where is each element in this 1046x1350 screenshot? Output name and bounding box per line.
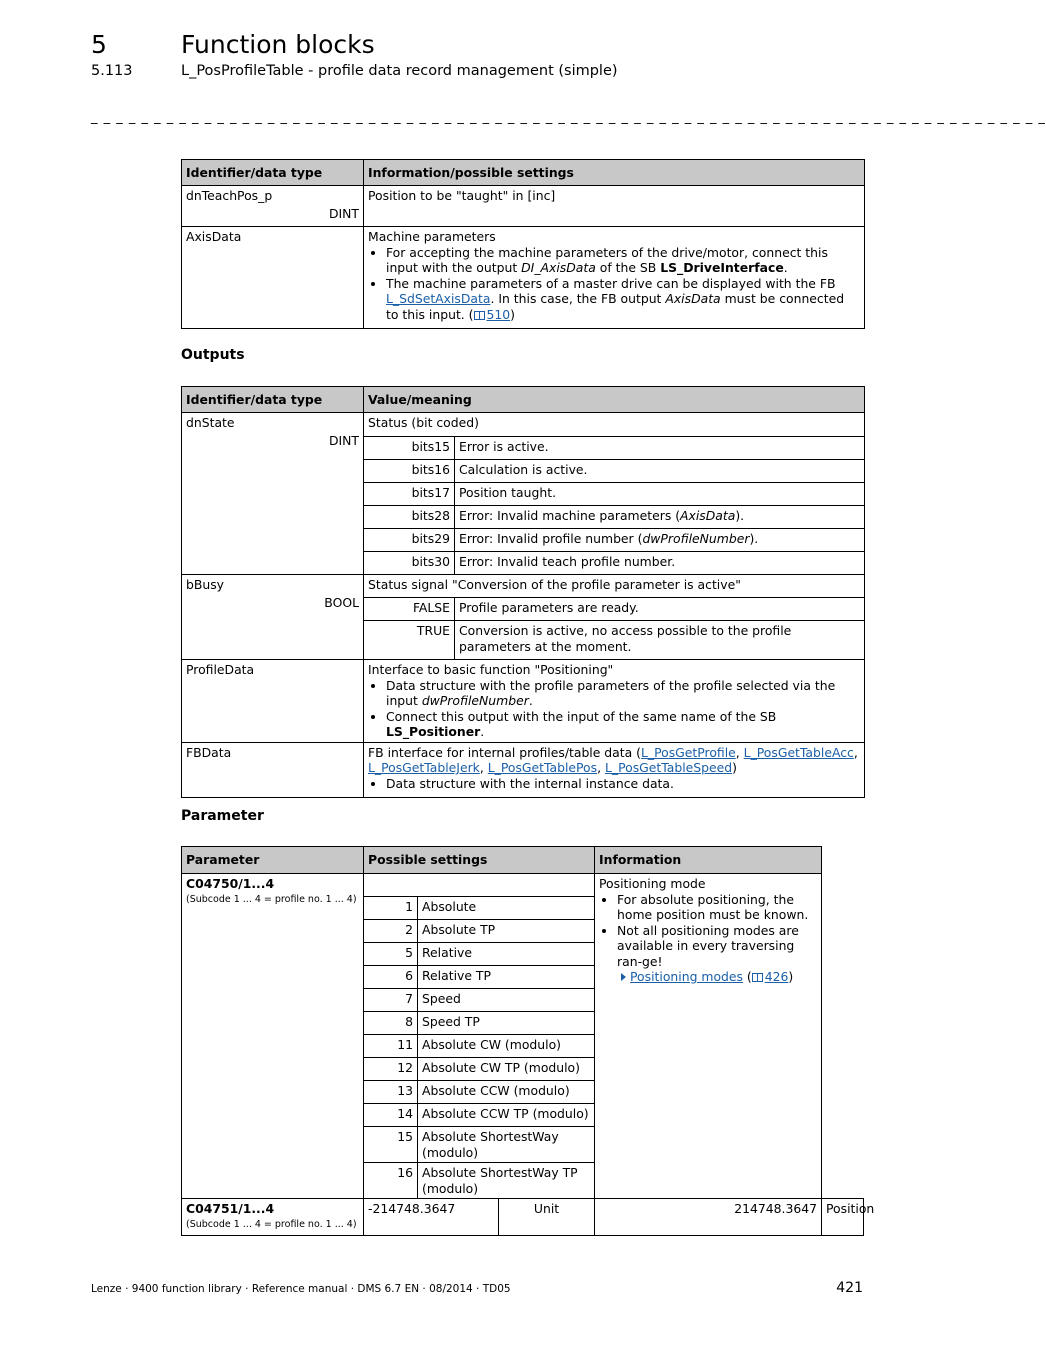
- option-label: Speed TP: [418, 1012, 595, 1035]
- list-item: • Not all positioning modes are available in every traversing ran-ge!: [617, 923, 817, 970]
- table-row: [182, 1199, 864, 1236]
- list-item: • For accepting the machine parameters of the drive/motor, connect this input with the output DI_AxisData of the SB LS_DriveInterface.: [386, 245, 860, 276]
- param-col-information-header: Information: [595, 847, 822, 874]
- value-description: Status (bit coded): [364, 413, 865, 437]
- parameter-cell: [182, 1199, 364, 1236]
- settings-empty-cell: [364, 874, 595, 897]
- footer-document-info: Lenze · 9400 function library · Reference manual · DMS 6.7 EN · 08/2014 · TD05: [91, 1283, 511, 1295]
- section-title: L_PosProfileTable - profile data record management (simple): [181, 63, 618, 79]
- value-cell: [364, 660, 865, 743]
- option-label: Absolute CCW (modulo): [418, 1081, 595, 1104]
- unit-label: Unit: [499, 1199, 595, 1236]
- link-l-sdsetaxisdata[interactable]: L_SdSetAxisData: [386, 291, 491, 306]
- info-text: Position to be "taught" in [inc]: [364, 186, 865, 227]
- identifier-name: FBData: [182, 742, 364, 797]
- value-description: FB interface for internal profiles/table data (L_PosGetProfile, L_PosGetTableAcc, L_PosGetTableJerk, L_PosGetTablePos, L_PosGetTableSpeed): [368, 744, 858, 775]
- info-cell: [364, 227, 865, 329]
- information-cell: Position: [822, 1199, 864, 1236]
- data-type: DINT: [328, 205, 359, 221]
- info-title: Machine parameters: [368, 229, 496, 244]
- list-item: • For absolute positioning, the home position must be known.: [617, 892, 817, 923]
- param-col-settings-header: Possible settings: [364, 847, 595, 874]
- option-label: Absolute ShortestWay (modulo): [418, 1127, 595, 1163]
- identifier-name: bBusy: [186, 577, 225, 592]
- option-value: 14: [364, 1104, 418, 1127]
- option-value: 7: [364, 989, 418, 1012]
- param-col-parameter-header: Parameter: [182, 847, 364, 874]
- value-label: FALSE: [364, 598, 455, 621]
- arrow-right-icon: [621, 973, 626, 981]
- table-row: [182, 413, 865, 437]
- identifier-cell: [182, 186, 364, 227]
- bit-meaning: Error: Invalid machine parameters (AxisData).: [455, 506, 865, 529]
- bit-meaning: Position taught.: [455, 483, 865, 506]
- data-type: DINT: [328, 432, 359, 448]
- option-value: 11: [364, 1035, 418, 1058]
- option-label: Relative TP: [418, 966, 595, 989]
- parameter-table: [181, 846, 875, 1236]
- option-value: 2: [364, 920, 418, 943]
- parameter-name: C04750/1...4: [186, 876, 275, 891]
- table-row: [182, 660, 865, 743]
- book-icon: [474, 311, 485, 320]
- max-value: 214748.3647: [595, 1199, 822, 1236]
- book-icon: [752, 973, 763, 982]
- chapter-number: 5: [91, 30, 107, 59]
- cross-reference: Positioning modes ( 426): [599, 969, 817, 985]
- value-description: Status signal "Conversion of the profile parameter is active": [364, 575, 865, 598]
- list-item: • Connect this output with the input of the same name of the SB LS_Positioner.: [386, 709, 860, 740]
- identifier-name: ProfileData: [182, 660, 364, 743]
- page-reference-link[interactable]: 510: [474, 307, 511, 322]
- bit-meaning: Error is active.: [455, 437, 865, 460]
- identifier-name: dnTeachPos_p: [186, 188, 273, 203]
- identifier-name: AxisData: [182, 227, 364, 329]
- outputs-heading: Outputs: [181, 347, 245, 363]
- bit-meaning: Error: Invalid teach profile number.: [455, 552, 865, 575]
- identifier-name: dnState: [186, 415, 235, 430]
- option-value: 13: [364, 1081, 418, 1104]
- bit-label: bits15: [364, 437, 455, 460]
- page-number: 421: [836, 1280, 863, 1296]
- value-description: Interface to basic function "Positioning": [368, 662, 614, 677]
- bit-meaning: Calculation is active.: [455, 460, 865, 483]
- table-row: [182, 742, 865, 797]
- option-value: 6: [364, 966, 418, 989]
- list-item: • Data structure with the internal instance data.: [386, 776, 860, 792]
- bit-label: bits29: [364, 529, 455, 552]
- option-label: Absolute CCW TP (modulo): [418, 1104, 595, 1127]
- option-value: 12: [364, 1058, 418, 1081]
- outputs-table: [181, 386, 865, 798]
- link-positioning-modes[interactable]: Positioning modes: [630, 969, 743, 984]
- info-title: Positioning mode: [599, 876, 706, 891]
- chapter-title: Function blocks: [181, 30, 375, 59]
- data-type: BOOL: [324, 594, 359, 610]
- option-label: Speed: [418, 989, 595, 1012]
- option-label: Relative: [418, 943, 595, 966]
- table-row: [182, 186, 865, 227]
- option-value: 16: [364, 1163, 418, 1199]
- link-l-posgettablespeed[interactable]: L_PosGetTableSpeed: [604, 760, 733, 775]
- option-value: 15: [364, 1127, 418, 1163]
- table-row: [182, 575, 865, 598]
- link-l-posgettableacc[interactable]: L_PosGetTableAcc: [743, 744, 854, 760]
- option-label: Absolute CW (modulo): [418, 1035, 595, 1058]
- outputs-col-value-header: Value/meaning: [364, 387, 865, 413]
- header-dash-separator: _ _ _ _ _ _ _ _ _ _ _ _ _ _ _ _ _ _ _ _ _ _ _ _ _ _ _ _ _ _ _ _ _ _ _ _ _ _ _ _ _ _ _ _ _ _ _ _ _ _ _ _ _ _ _ _ _ _ _ _ _ _ _ _ _ _ _ _ _ _ _ _ _ _ _ _: [91, 110, 1046, 125]
- value-meaning: Profile parameters are ready.: [455, 598, 865, 621]
- page-reference-link[interactable]: 426: [752, 969, 789, 984]
- section-number: 5.113: [91, 63, 133, 79]
- link-l-posgettablejerk[interactable]: L_PosGetTableJerk: [368, 760, 480, 775]
- value-cell: [364, 742, 865, 797]
- list-item: • Data structure with the profile parameters of the profile selected via the input dwProfileNumber.: [386, 678, 860, 709]
- option-label: Absolute TP: [418, 920, 595, 943]
- link-l-posgettablepos[interactable]: L_PosGetTablePos: [487, 760, 598, 775]
- option-label: Absolute ShortestWay TP (modulo): [418, 1163, 595, 1199]
- link-l-posgetprofile[interactable]: L_PosGetProfile: [641, 744, 736, 760]
- option-label: Absolute CW TP (modulo): [418, 1058, 595, 1081]
- parameter-cell: [182, 874, 364, 1199]
- identifier-cell: [182, 413, 364, 575]
- option-label: Absolute: [418, 897, 595, 920]
- bit-meaning: Error: Invalid profile number (dwProfileNumber).: [455, 529, 865, 552]
- option-value: 1: [364, 897, 418, 920]
- parameter-heading: Parameter: [181, 808, 264, 824]
- value-meaning: Conversion is active, no access possible to the profile parameters at the moment.: [455, 621, 865, 660]
- inputs-col-identifier-header: Identifier/data type: [182, 160, 364, 186]
- identifier-cell: [182, 575, 364, 660]
- information-cell: [595, 874, 822, 1199]
- value-label: TRUE: [364, 621, 455, 660]
- option-value: 5: [364, 943, 418, 966]
- bit-label: bits28: [364, 506, 455, 529]
- parameter-name: C04751/1...4: [186, 1201, 275, 1216]
- bit-label: bits16: [364, 460, 455, 483]
- min-value: -214748.3647: [364, 1199, 499, 1236]
- bit-label: bits17: [364, 483, 455, 506]
- option-value: 8: [364, 1012, 418, 1035]
- parameter-subcode-note: (Subcode 1 ... 4 = profile no. 1 ... 4): [186, 1218, 357, 1230]
- parameter-subcode-note: (Subcode 1 ... 4 = profile no. 1 ... 4): [186, 893, 357, 905]
- table-row: [182, 874, 864, 897]
- list-item: • The machine parameters of a master drive can be displayed with the FB L_SdSetAxisData. In this case, the FB output AxisData must be connected to this input. ( 510): [386, 276, 860, 323]
- inputs-table: [181, 159, 865, 329]
- table-row: [182, 227, 865, 329]
- outputs-col-identifier-header: Identifier/data type: [182, 387, 364, 413]
- inputs-col-info-header: Information/possible settings: [364, 160, 865, 186]
- bit-label: bits30: [364, 552, 455, 575]
